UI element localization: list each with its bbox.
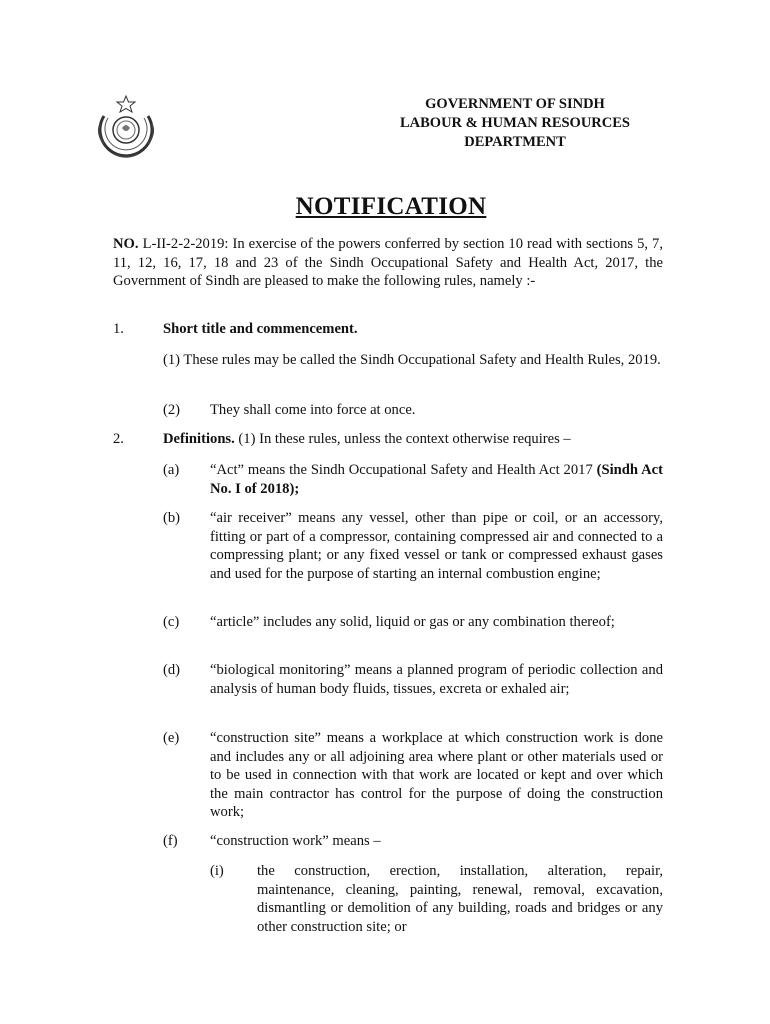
section-1-heading-text: Short title and commencement. bbox=[163, 321, 358, 337]
preamble-paragraph bbox=[113, 235, 663, 291]
section-2-number: 2. bbox=[113, 431, 124, 447]
definition-article: “article” includes any solid, liquid or gas or any combination thereof; bbox=[210, 614, 615, 630]
definition-construction-site: “construction site” means a workplace at which construction work is done and includes any or all adjoining area where plant or other materials used or to be used in connection with that work are located or kept and over which the main contractor has control for the purpose of doing the construction work; bbox=[210, 730, 663, 820]
definition-label: (b) bbox=[163, 510, 181, 526]
preamble-text: L-II-2-2-2019: In exercise of the powers conferred by section 10 read with sections 5, 7, 11, 12, 16, 17, 18 and 23 of the Sindh Occupational Safety and Health Act, 2017, the Government of Sindh are pleased to make the following rules, namely :- bbox=[113, 236, 663, 289]
header-line-department: DEPARTMENT bbox=[464, 134, 566, 150]
definition-biological-monitoring: “biological monitoring” means a planned program of periodic collection and analysis of human body fluids, tissues, excreta or exhaled air; bbox=[210, 662, 663, 697]
definition-text: “Act” means the Sindh Occupational Safety and Health Act 2017 bbox=[210, 462, 593, 478]
header-line-department-name: LABOUR & HUMAN RESOURCES bbox=[399, 115, 630, 131]
section-1-sub-1: (1) These rules may be called the Sindh Occupational Safety and Health Rules, 2019. bbox=[163, 352, 661, 368]
definition-air-receiver: “air receiver” means any vessel, other than pipe or coil, or an accessory, fitting or part of a compressor, containing compressed air and connected to a compressing plant; or any fixed vessel or tank or compressed exhaust gases and used for the purpose of starting an internal combustion engine; bbox=[210, 510, 663, 582]
notification-title: NOTIFICATION bbox=[295, 193, 487, 220]
section-2-heading bbox=[163, 430, 663, 449]
section-1-number: 1. bbox=[113, 321, 124, 337]
definition-label: (e) bbox=[163, 730, 180, 746]
definition-act bbox=[210, 461, 663, 498]
section-2-heading-text: Definitions. bbox=[163, 431, 235, 447]
definition-act-citation: (Sindh Act No. I of 2018); bbox=[210, 462, 663, 497]
letterhead bbox=[370, 95, 660, 152]
section-2-intro: (1) In these rules, unless the context otherwise requires – bbox=[234, 431, 571, 447]
section-1-sub-2-text: They shall come into force at once. bbox=[210, 402, 416, 418]
definition-label: (c) bbox=[163, 614, 180, 630]
government-emblem-icon bbox=[92, 94, 160, 162]
definition-label: (f) bbox=[163, 833, 178, 849]
notification-no-label: NO. bbox=[113, 236, 139, 252]
definition-label: (d) bbox=[163, 662, 181, 678]
header-line-government: GOVERNMENT OF SINDH bbox=[425, 96, 605, 112]
section-1-heading bbox=[163, 320, 663, 339]
section-1-sub-2-label: (2) bbox=[163, 402, 181, 418]
subitem-label: (i) bbox=[210, 863, 224, 879]
subitem-construction-activities: the construction, erection, installation, alteration, repair, maintenance, cleaning, painting, renewal, removal, excavation, dismantling or demolition of any building, roads and bridges or any other construction site; or bbox=[257, 863, 663, 935]
definition-construction-work: “construction work” means – bbox=[210, 833, 381, 849]
definition-label: (a) bbox=[163, 462, 180, 478]
